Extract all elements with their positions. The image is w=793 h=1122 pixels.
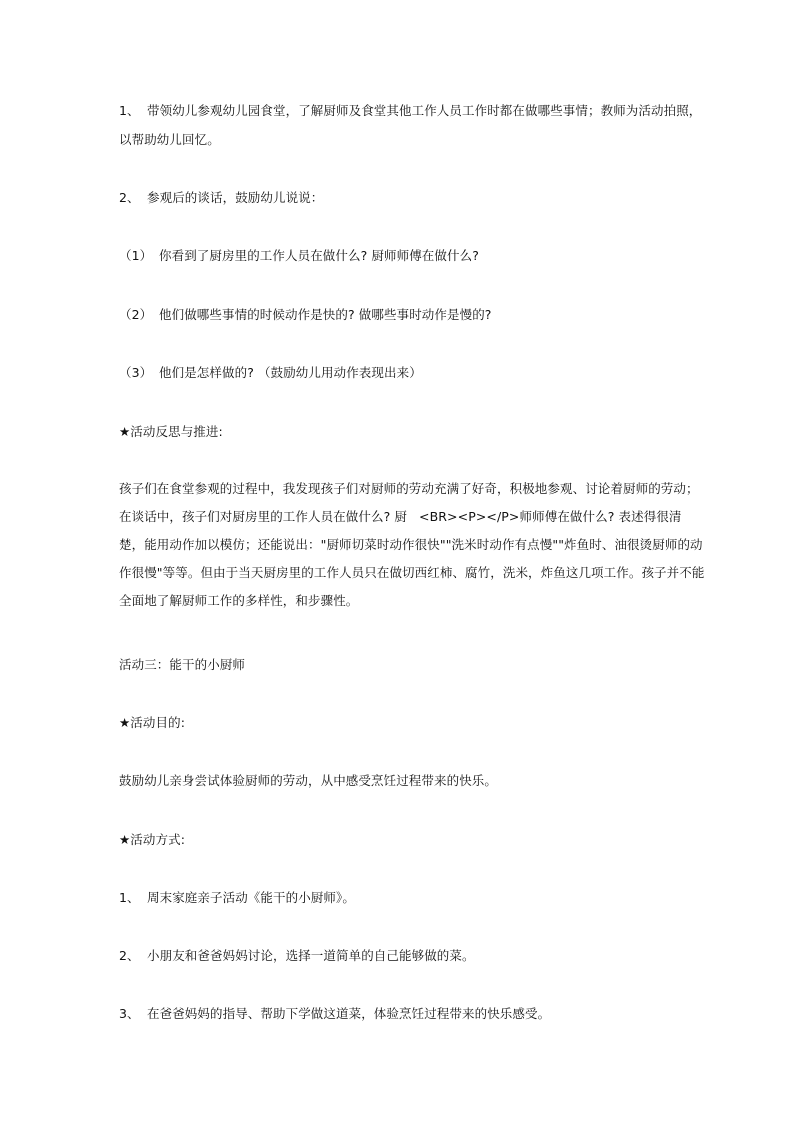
paragraph-line: 楚，能用动作加以模仿；还能说出："厨师切菜时动作很快""洗米时动作有点慢""炸鱼时、油很烫厨师的动 (119, 537, 703, 552)
list-item-1-continuation (119, 132, 220, 148)
method-heading: ★活动方式: (119, 832, 186, 847)
list-text: 在爸爸妈妈的指导、帮助下学做这道菜，体验烹饪过程带来的快乐感受。 (147, 1006, 551, 1021)
paragraph-text: 在谈话中，孩子们对厨房里的工作人员在做什么? 厨 (119, 509, 408, 524)
list-item-1 (119, 103, 701, 119)
list-number: 2、 (119, 948, 140, 963)
reflection-heading: ★活动反思与推进: (119, 424, 223, 439)
list-text: 以帮助幼儿回忆。 (119, 132, 220, 147)
paragraph-line: 孩子们在食堂参观的过程中，我发现孩子们对厨师的劳动充满了好奇，积极地参观、讨论着厨师的劳动； (119, 481, 699, 496)
list-text: 带领幼儿参观幼儿园食堂，了解厨师及食堂其他工作人员工作时都在做哪些事情；教师为活动拍照， (147, 103, 702, 118)
list-text: 周末家庭亲子活动《能干的小厨师》。 (147, 890, 355, 905)
list-number: （2） (119, 307, 153, 322)
list-item-2 (119, 190, 323, 206)
sub-item-3 (119, 365, 422, 381)
activity-three-title: 活动三：能干的小厨师 (119, 657, 246, 672)
list-number: 1、 (119, 890, 140, 905)
list-number: （1） (119, 248, 153, 263)
list-text: 你看到了厨房里的工作人员在做什么? 厨师师傅在做什么? (159, 248, 479, 263)
list-number: 1、 (119, 103, 140, 118)
paragraph-line: 作很慢"等等。但由于当天厨房里的工作人员只在做切西红柿、腐竹，洗米，炸鱼这几项工作。孩子并不能 (119, 565, 705, 580)
method-item-3 (119, 1006, 550, 1022)
html-tag-text: <BR><P></P> (419, 509, 520, 524)
list-text: 参观后的谈话，鼓励幼儿说说： (147, 190, 324, 205)
sub-item-2 (119, 307, 492, 323)
sub-item-1 (119, 248, 479, 264)
paragraph-text: 师师傅在做什么? 表述得很清 (519, 509, 682, 524)
list-text: 他们是怎样做的? （鼓励幼儿用动作表现出来） (159, 365, 422, 380)
list-text: 小朋友和爸爸妈妈讨论，选择一道简单的自己能够做的菜。 (147, 948, 475, 963)
list-number: 3、 (119, 1006, 140, 1021)
list-text: 他们做哪些事情的时候动作是快的? 做哪些事时动作是慢的? (159, 307, 492, 322)
goal-text: 鼓励幼儿亲身尝试体验厨师的劳动，从中感受烹饪过程带来的快乐。 (119, 773, 498, 788)
list-number: （3） (119, 365, 153, 380)
method-item-1 (119, 890, 355, 906)
method-item-2 (119, 948, 475, 964)
paragraph-line: 全面地了解厨师工作的多样性，和步骤性。 (119, 593, 359, 608)
reflection-paragraph (119, 475, 705, 615)
paragraph-line (119, 503, 682, 531)
goal-heading: ★活动目的: (119, 715, 186, 730)
list-number: 2、 (119, 190, 140, 205)
